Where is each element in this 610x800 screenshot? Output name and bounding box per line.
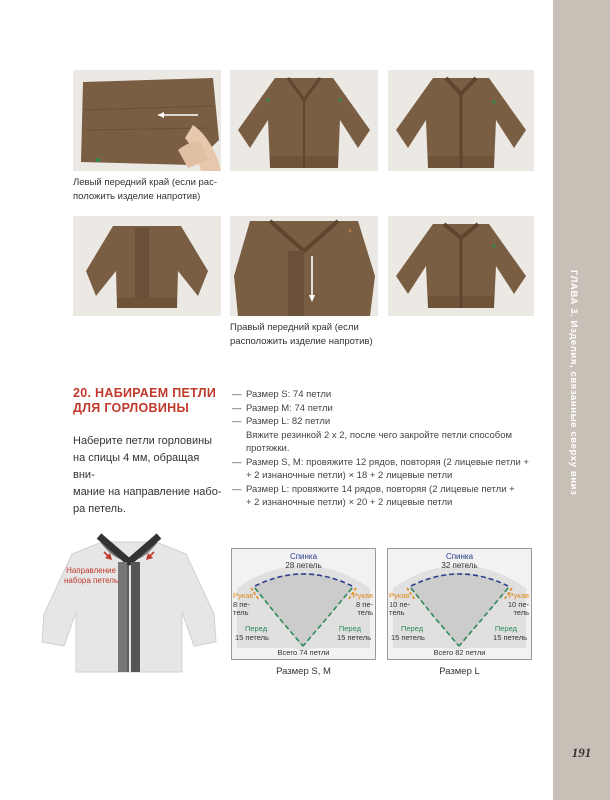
left-sleeve-label: Рукав (389, 591, 410, 600)
neck-diagram-sm-caption: Размер S, M (276, 666, 331, 677)
left-front-label: Перед (401, 624, 424, 633)
chapter-label: ГЛАВА 3. Изделия, связанные сверху вниз (568, 270, 579, 496)
left-front-count: 15 петель (391, 633, 425, 642)
section-title-line2: ДЛЯ ГОРЛОВИНЫ (73, 401, 189, 415)
right-front-label: Перед (494, 624, 517, 633)
left-front-count: 15 петель (235, 633, 269, 642)
neck-diagram-size-l (387, 548, 532, 660)
back-count: 28 петель (285, 561, 322, 570)
right-front-label: Перед (338, 624, 361, 633)
caption-right-edge-line2: расположить изделие напротив) (230, 336, 373, 347)
spec-list (232, 388, 552, 510)
back-label-group (231, 552, 376, 570)
right-front-group (337, 624, 371, 642)
section-title-line1: 20. НАБИРАЕМ ПЕТЛИ (73, 386, 217, 400)
page-number: 191 (571, 745, 592, 760)
photo-cardigan-folded (73, 216, 221, 316)
back-count: 32 петель (441, 561, 478, 570)
section-title (73, 386, 233, 416)
stitch-direction-line2: набора петель (64, 576, 119, 585)
right-sleeve-label: Рукав (508, 591, 529, 600)
spec-rows-l-1: — Размер L: провяжите 14 рядов, повторяя (2 лицевые петли + (232, 483, 552, 497)
section-intro (73, 433, 223, 518)
right-front-count: 15 петель (337, 633, 371, 642)
spec-rib-instruction-1: Вяжите резинкой 2 х 2, после чего закройте петли способом (246, 429, 513, 441)
right-front-count: 15 петель (493, 633, 527, 642)
back-label: Спинка (445, 552, 474, 561)
intro-line3: мание на направление набо- (73, 486, 222, 498)
total-count: Всего 74 петли (277, 648, 330, 657)
caption-left-edge (73, 176, 217, 204)
sweater-illustration (36, 522, 222, 682)
intro-line1: Наберите петли горловины (73, 435, 213, 447)
left-sleeve-group (389, 592, 410, 618)
left-sleeve-count-line1: 10 пе- (389, 599, 411, 609)
photo-cardigan-front-2 (388, 70, 534, 171)
spec-rows-l-2: + 2 изнаночные петли) × 20 + 2 лицевые петли (246, 497, 453, 508)
neck-diagram-size-sm (231, 548, 376, 660)
back-label: Спинка (289, 552, 318, 561)
left-sleeve-count-line2: тель (233, 608, 249, 617)
left-sleeve-count-line1: 8 пе- (233, 599, 250, 609)
back-label-group (387, 552, 532, 570)
left-sleeve-label: Рукав (233, 591, 254, 600)
left-front-group (391, 624, 425, 642)
right-sleeve-count-line1: 10 пе- (507, 599, 529, 609)
intro-line4: ра петель. (73, 503, 126, 515)
left-front-group (235, 624, 269, 642)
caption-right-edge-line1: Правый передний край (если (230, 322, 359, 333)
spec-rows-sm-2: + 2 изнаночные петли) × 18 + 2 лицевые петли (246, 470, 453, 481)
photo-right-front-edge (230, 216, 378, 316)
spec-size-s: — Размер S: 74 петли (232, 388, 552, 402)
neck-diagram-l-caption: Размер L (439, 666, 480, 677)
photo-cardigan-front-1 (230, 70, 378, 171)
left-sleeve-count-line2: тель (389, 608, 405, 617)
right-sleeve-count-line1: 8 пе- (356, 599, 373, 609)
spec-size-m: — Размер M: 74 петли (232, 402, 552, 416)
stitch-direction-label (64, 566, 118, 586)
caption-left-edge-line1: Левый передний край (если рас- (73, 177, 218, 188)
right-sleeve-group (353, 592, 373, 618)
stitch-direction-line1: Направление (66, 566, 117, 575)
spec-rows-sm-1: — Размер S, M: провяжите 12 рядов, повторяя (2 лицевые петли + (232, 456, 552, 470)
left-sleeve-group (233, 592, 253, 618)
intro-line2: на спицы 4 мм, обращая вни- (73, 452, 200, 481)
photo-left-front-edge-hands (73, 70, 221, 171)
right-sleeve-label: Рукав (352, 591, 373, 600)
photo-cardigan-front-3 (388, 216, 534, 316)
caption-left-edge-line2: положить изделие напротив) (73, 191, 201, 202)
total-count: Всего 82 петли (433, 648, 486, 657)
right-sleeve-count-line2: тель (513, 608, 529, 617)
caption-right-edge (230, 321, 373, 349)
spec-rib-instruction-2: протяжки. (246, 443, 290, 454)
right-sleeve-group (508, 592, 529, 618)
spec-size-l: — Размер L: 82 петли (232, 415, 552, 429)
right-sleeve-count-line2: тель (357, 608, 373, 617)
right-front-group (493, 624, 527, 642)
left-front-label: Перед (245, 624, 268, 633)
